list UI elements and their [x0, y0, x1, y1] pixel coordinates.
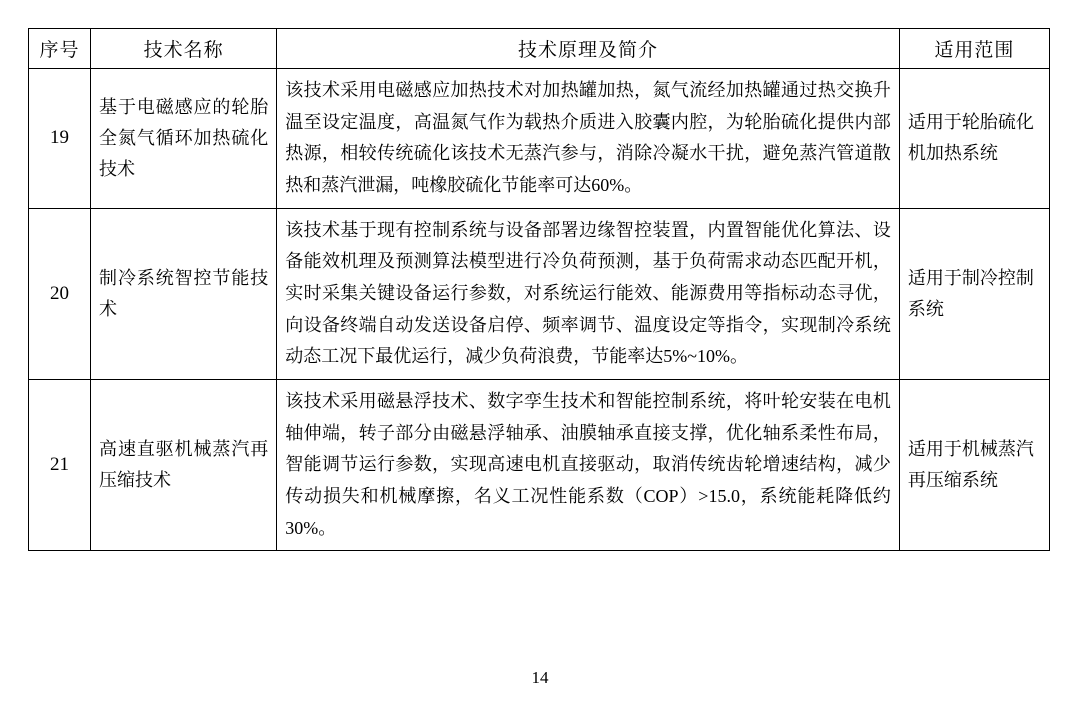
- table-row: [29, 69, 1050, 209]
- column-header-scope: 适用范围: [899, 29, 1049, 69]
- column-header-desc: 技术原理及简介: [277, 29, 900, 69]
- row-technology-name: 基于电磁感应的轮胎全氮气循环加热硫化技术: [91, 69, 277, 209]
- table-body: [29, 69, 1050, 551]
- column-header-no: 序号: [29, 29, 91, 69]
- row-application-scope: 适用于机械蒸汽再压缩系统: [899, 380, 1049, 551]
- row-no: 19: [29, 69, 91, 209]
- row-technology-description: 该技术采用磁悬浮技术、数字孪生技术和智能控制系统，将叶轮安装在电机轴伸端，转子部分由磁悬浮轴承、油膜轴承直接支撑，优化轴系柔性布局，智能调节运行参数，实现高速电机直接驱动，取消传统齿轮增速结构，减少传动损失和机械摩擦，名义工况性能系数（COP）>15.0，系统能耗降低约30%。: [277, 380, 900, 551]
- table-row: [29, 208, 1050, 379]
- row-technology-description: 该技术采用电磁感应加热技术对加热罐加热，氮气流经加热罐通过热交换升温至设定温度，高温氮气作为载热介质进入胶囊内腔，为轮胎硫化提供内部热源，相较传统硫化该技术无蒸汽参与，消除冷凝水干扰，避免蒸汽管道散热和蒸汽泄漏，吨橡胶硫化节能率可达60%。: [277, 69, 900, 209]
- row-technology-name: 高速直驱机械蒸汽再压缩技术: [91, 380, 277, 551]
- row-application-scope: 适用于轮胎硫化机加热系统: [899, 69, 1049, 209]
- table-header-row: [29, 29, 1050, 69]
- page-number: 14: [531, 668, 549, 687]
- table-row: [29, 380, 1050, 551]
- row-technology-description: 该技术基于现有控制系统与设备部署边缘智控装置，内置智能优化算法、设备能效机理及预测算法模型进行冷负荷预测，基于负荷需求动态匹配开机，实时采集关键设备运行参数，对系统运行能效、能源费用等指标动态寻优，向设备终端自动发送设备启停、频率调节、温度设定等指令，实现制冷系统动态工况下最优运行，减少负荷浪费，节能率达5%~10%。: [277, 208, 900, 379]
- table-header: [29, 29, 1050, 69]
- column-header-name: 技术名称: [91, 29, 277, 69]
- row-no: 21: [29, 380, 91, 551]
- technology-catalog-table: [28, 28, 1050, 551]
- row-application-scope: 适用于制冷控制系统: [899, 208, 1049, 379]
- row-no: 20: [29, 208, 91, 379]
- row-technology-name: 制冷系统智控节能技术: [91, 208, 277, 379]
